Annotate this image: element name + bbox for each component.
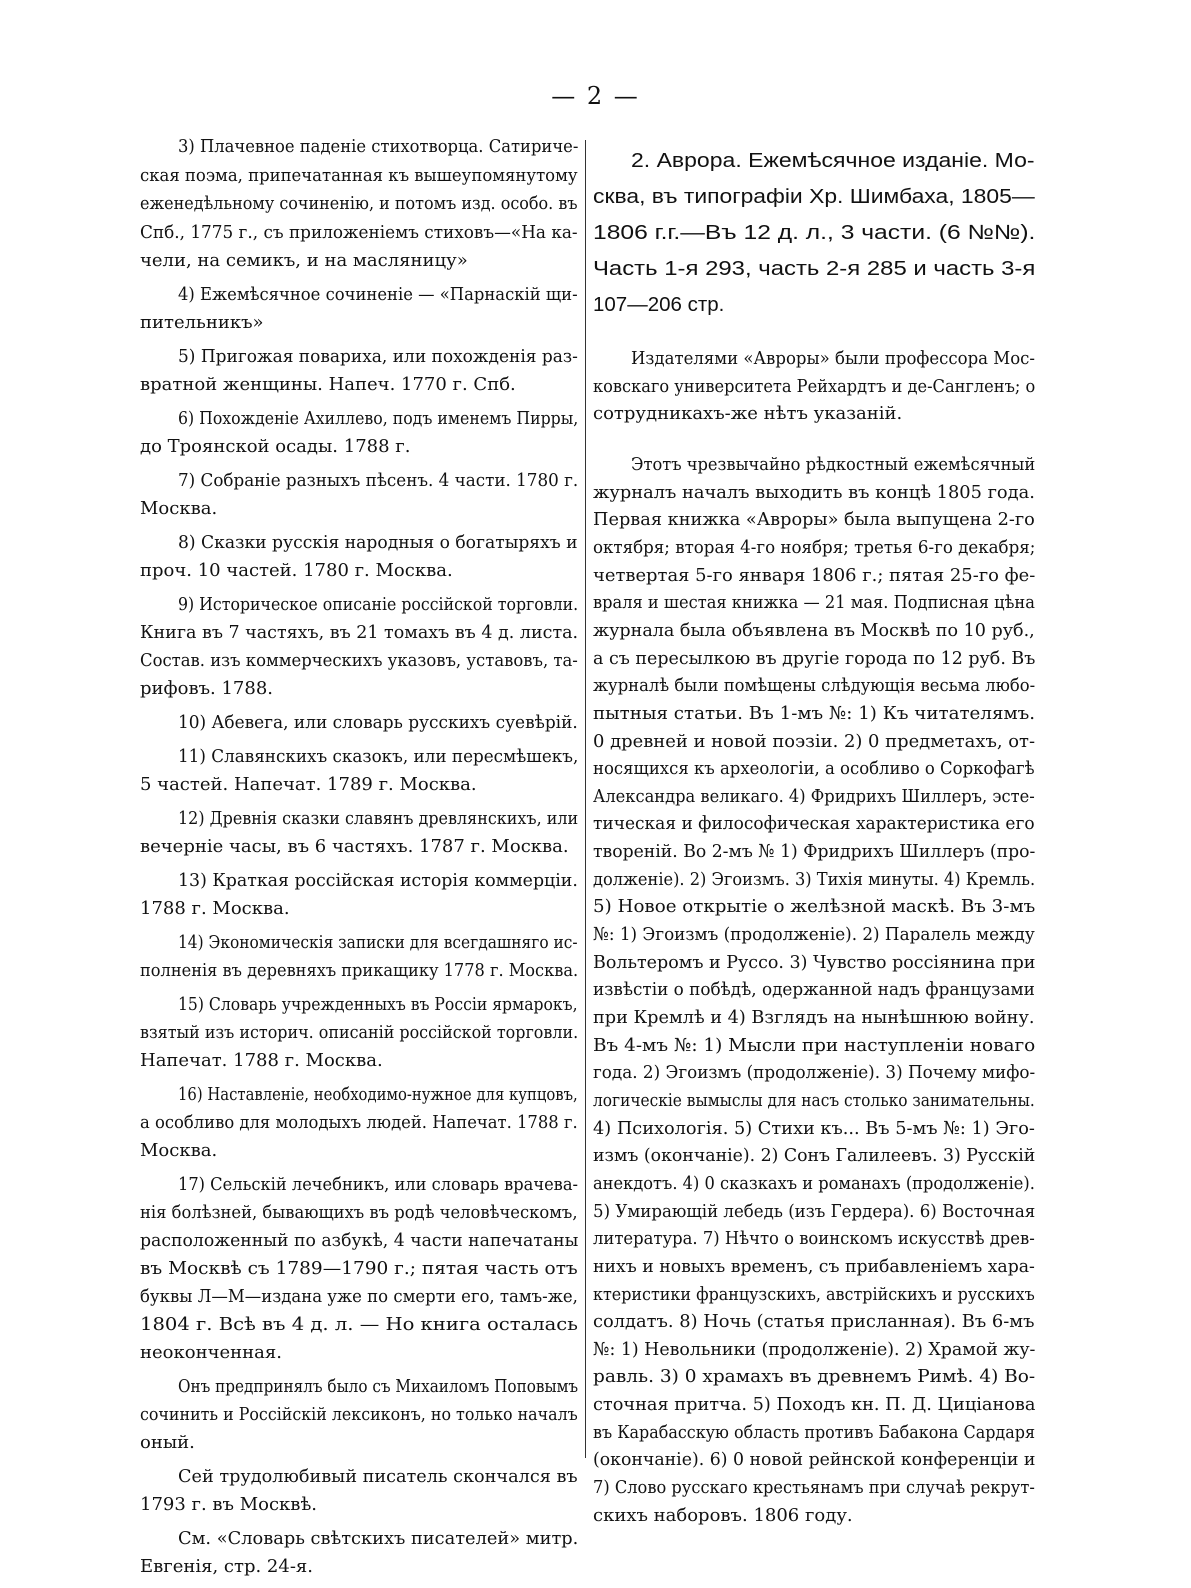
text-line: носящихся къ археологіи, а особливо о Соркофагѣ xyxy=(593,758,1035,780)
text-line: проч. 10 частей. 1780 г. Москва. xyxy=(140,560,453,581)
text-line: четвертая 5-го января 1806 г.; пятая 25-го фе- xyxy=(593,564,1036,586)
text-line: сочинить и Россійскій лексиконъ, но только началъ xyxy=(140,1404,578,1425)
text-line: а особливо для молодыхъ людей. Напечат. 1788 г. xyxy=(140,1112,578,1133)
text-line: пытныя статьи. Въ 1-мъ №: 1) Къ читателямъ. xyxy=(593,702,1036,724)
text-line: 7) Собраніе разныхъ пѣсенъ. 4 части. 1780 г. xyxy=(178,470,579,491)
text-line: тическая и философическая характеристика его xyxy=(593,813,1035,835)
text-line: въ Карабасскую область противъ Бабакона Сардаря xyxy=(593,1421,1036,1443)
text-line: ковскаго университета Рейхардтъ и де-Сангленъ; о xyxy=(593,375,1036,397)
text-line: оный. xyxy=(140,1432,195,1453)
text-line: литература. 7) Нѣчто о воинскомъ искусствѣ древ- xyxy=(593,1228,1035,1250)
text-line: нія болѣзней, бывающихъ въ родѣ человѣческомъ, xyxy=(140,1202,578,1223)
text-line: Книга въ 7 частяхъ, въ 21 томахъ въ 4 д. листа. xyxy=(140,622,579,643)
text-line: равль. 3) 0 храмахъ въ древнемъ Римѣ. 4) Во- xyxy=(593,1366,1036,1388)
text-line: 13) Краткая россійская исторія коммерціи. xyxy=(178,870,578,891)
text-line: Издателями «Авроры» были профессора Мос- xyxy=(631,348,1036,369)
text-line: твореній. Во 2-мъ № 1) Фридрихъ Шиллеръ (про- xyxy=(593,841,1036,863)
text-line: враля и шестая книжка — 21 мая. Подписная цѣна xyxy=(593,592,1035,614)
text-line: журналъ началъ выходить въ концѣ 1805 года. xyxy=(593,481,1035,503)
text-line: №: 1) Невольники (продолженіе). 2) Храмой жу- xyxy=(593,1338,1036,1360)
text-line: 12) Древнія сказки славянъ древлянскихъ, или xyxy=(178,808,579,829)
text-line: а съ пересылкою въ другіе города по 12 руб. Въ xyxy=(593,647,1036,669)
text-line: еженедѣльному сочиненію, и потомъ изд. особо. въ xyxy=(140,193,578,215)
heading-line: Часть 1-я 293, часть 2-я 285 и часть 3-я xyxy=(593,257,1036,280)
text-line: 15) Словарь учрежденныхъ въ Россіи ярмарокъ, xyxy=(178,994,578,1015)
text-line: 1804 г. Всѣ въ 4 д. л. — Но книга осталась xyxy=(140,1314,578,1335)
text-line: 1793 г. въ Москвѣ. xyxy=(140,1494,318,1515)
text-line: полненія въ деревняхъ прикащику 1778 г. Москва. xyxy=(140,960,579,981)
text-line: 9) Историческое описаніе россійской торговли. xyxy=(178,594,579,615)
text-line: 3) Плачевное паденіе стихотворца. Сатириче- xyxy=(178,136,579,157)
text-line: анекдотъ. 4) 0 сказкахъ и романахъ (продолженіе). xyxy=(593,1172,1035,1194)
text-line: См. «Словарь свѣтскихъ писателей» митр. xyxy=(178,1528,579,1549)
text-line: 1788 г. Москва. xyxy=(140,898,290,919)
text-line: Сей трудолюбивый писатель скончался въ xyxy=(178,1466,578,1487)
text-line: журналѣ были помѣщены слѣдующія весьма любо- xyxy=(593,675,1036,697)
left-column xyxy=(140,136,579,1577)
text-line: буквы Л—М—издана уже по смерти его, тамъ-же, xyxy=(140,1286,578,1307)
text-line: неоконченная. xyxy=(140,1342,282,1363)
text-line: ская поэма, припечатанная къ вышеупомянутому xyxy=(140,164,578,186)
text-line: 16) Наставленіе, необходимо-нужное для купцовъ, xyxy=(178,1084,578,1105)
text-line: Александра великаго. 4) Фридрихъ Шиллеръ, эсте- xyxy=(593,785,1035,807)
text-line: 0 древней и новой поэзіи. 2) 0 предметахъ, от- xyxy=(593,730,1036,752)
text-line: до Троянской осады. 1788 г. xyxy=(140,436,411,457)
text-line: 4) Ежемѣсячное сочиненіе — «Парнаскій щи- xyxy=(178,284,578,305)
text-line: измъ (окончаніе). 2) Сонъ Галилеевъ. 3) Русскій xyxy=(593,1145,1036,1167)
text-line: 7) Слово русскаго крестьянамъ при случаѣ рекрут- xyxy=(593,1477,1035,1499)
heading-line: сква, въ типографіи Хр. Шимбаха, 1805— xyxy=(593,185,1035,208)
text-line: Первая книжка «Авроры» была выпущена 2-го xyxy=(593,509,1035,531)
text-line: Онъ предпринялъ было съ Михаиломъ Поповымъ xyxy=(178,1376,579,1397)
text-line: 11) Славянскихъ сказокъ, или пересмѣшекъ, xyxy=(178,746,579,767)
text-line: (окончаніе). 6) 0 новой рейнской конференціи и xyxy=(593,1449,1036,1471)
text-line: 5) Пригожая повариха, или похожденія раз- xyxy=(178,346,578,367)
text-line: 17) Сельскій лечебникъ, или словарь врачева- xyxy=(178,1174,579,1195)
text-line: 4) Психологія. 5) Стихи къ... Въ 5-мъ №: 1) Эго- xyxy=(593,1117,1035,1139)
text-line: въ Москвѣ съ 1789—1790 г.; пятая часть отъ xyxy=(140,1258,578,1279)
text-line: рифовъ. 1788. xyxy=(140,678,274,699)
text-line: 10) Абевега, или словарь русскихъ суевѣрій. xyxy=(178,712,578,733)
text-line: Состав. изъ коммерческихъ указовъ, уставовъ, та- xyxy=(140,650,578,671)
text-line: Этотъ чрезвычайно рѣдкостный ежемѣсячный xyxy=(631,454,1036,475)
text-line: вечерніе часы, въ 6 частяхъ. 1787 г. Москва. xyxy=(140,836,569,857)
text-line: ктеристики французскихъ, австрійскихъ и русскихъ xyxy=(593,1283,1035,1305)
heading-line: 1806 г.г.—Въ 12 д. л., 3 части. (6 №№). xyxy=(593,221,1036,244)
text-line: скихъ наборовъ. 1806 году. xyxy=(593,1504,853,1526)
text-line: вратной женщины. Напеч. 1770 г. Спб. xyxy=(140,374,516,395)
page-number: — 2 — xyxy=(551,82,640,110)
text-line: 5) Умирающій лебедь (изъ Гердера). 6) Восточная xyxy=(593,1200,1036,1222)
text-line: при Кремлѣ и 4) Взглядъ на нынѣшнюю войну. xyxy=(593,1007,1035,1028)
text-line: Вольтеромъ и Руссо. 3) Чувство россіянина при xyxy=(593,951,1036,973)
text-line: долженіе). 2) Эгоизмъ. 3) Тихія минуты. 4) Кремль. xyxy=(593,868,1036,890)
right-column xyxy=(593,136,1036,1526)
text-line: извѣстіи о побѣдѣ, одержанной надъ французами xyxy=(593,979,1035,1001)
text-line: года. 2) Эгоизмъ (продолженіе). 3) Почему мифо- xyxy=(593,1062,1036,1084)
text-line: чели, на семикъ, и на масляницу» xyxy=(140,250,468,272)
text-line: Москва. xyxy=(140,498,218,519)
text-line: 5 частей. Напечат. 1789 г. Москва. xyxy=(140,774,477,795)
text-line: Въ 4-мъ №: 1) Мысли при наступленіи новаго xyxy=(593,1034,1036,1056)
text-line: логическіе вымыслы для насъ столько занимательны. xyxy=(593,1089,1035,1111)
heading-line: 2. Аврора. Ежемѣсячное изданіе. Мо- xyxy=(631,149,1035,172)
text-line: №: 1) Эгоизмъ (продолженіе). 2) Паралель между xyxy=(593,924,1035,946)
text-line: сотрудникахъ-же нѣтъ указаній. xyxy=(593,403,903,425)
text-line: октября; вторая 4-го ноября; третья 6-го декабря; xyxy=(593,536,1036,558)
text-line: расположенный по азбукѣ, 4 части напечатаны xyxy=(140,1230,579,1251)
heading-line: 107—206 стр. xyxy=(593,293,725,316)
text-line: журнала была объявлена въ Москвѣ по 10 руб., xyxy=(593,619,1035,641)
text-line: Москва. xyxy=(140,1140,218,1161)
text-line: солдатъ. 8) Ночь (статья присланная). Въ 6-мъ xyxy=(593,1311,1035,1333)
text-line: 6) Похожденіе Ахиллево, подъ именемъ Пирры, xyxy=(178,408,579,429)
column-divider xyxy=(585,140,586,1458)
text-line: взятый изъ историч. описаній россійской торговли. xyxy=(140,1022,579,1043)
text-line: Спб., 1775 г., съ приложеніемъ стиховъ—«На ка- xyxy=(140,221,578,243)
text-line: 5) Новое открытіе о желѣзной маскѣ. Въ 3-мъ xyxy=(593,896,1036,918)
text-line: 14) Экономическія записки для всегдашняго ис- xyxy=(178,932,578,953)
text-line: сточная притча. 5) Походъ кн. П. Д. Циціанова xyxy=(593,1394,1036,1416)
text-line: 8) Сказки русскія народныя о богатыряхъ и xyxy=(178,532,578,553)
text-line: пительникъ» xyxy=(140,312,264,333)
text-line: Евгенія, стр. 24-я. xyxy=(140,1556,313,1577)
text-line: нихъ и новыхъ временъ, съ прибавленіемъ хара- xyxy=(593,1255,1035,1277)
text-line: Напечат. 1788 г. Москва. xyxy=(140,1050,383,1071)
